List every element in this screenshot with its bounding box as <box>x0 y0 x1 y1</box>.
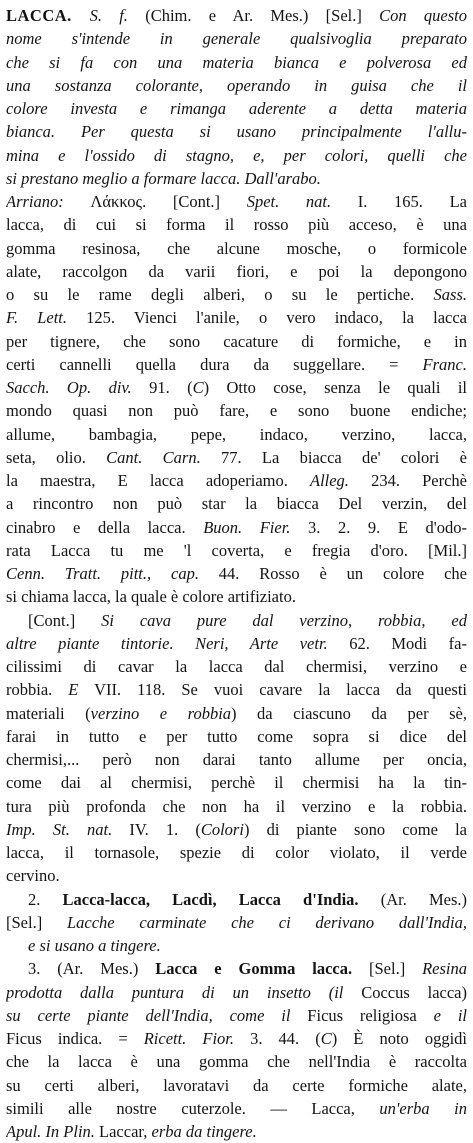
text-segment: prodotta dalla puntura di un insetto (il <box>6 982 344 1002</box>
text-segment: (Ar. Mes.) <box>358 889 467 909</box>
text-segment: Imp. St. nat. <box>6 819 113 839</box>
text-line <box>6 4 467 27</box>
text-segment: 77. La biacca de' colori è <box>200 447 467 467</box>
text-segment: si prestano meglio a formare lacca. Dall'arabo. <box>6 168 321 188</box>
text-segment: S. f. <box>89 6 128 25</box>
text-segment: Buon. Fier. <box>203 517 291 537</box>
text-line <box>6 51 467 74</box>
text-segment: 3. 2. 9. E d'odo- <box>290 517 467 537</box>
text-segment: robbia. <box>6 680 69 700</box>
text-segment: Ricett. Fior. <box>143 1029 235 1048</box>
text-segment: 234. Perchè <box>348 471 467 490</box>
text-segment: ) È noto oggidì <box>331 1029 467 1048</box>
text-line <box>6 632 467 655</box>
text-line <box>6 353 467 376</box>
text-segment: lacca, di cui si forma il rosso più acceso, è una <box>6 215 467 235</box>
text-line <box>6 469 467 492</box>
text-segment: a rincontro non può star la biacca Del verzin, del <box>6 494 467 514</box>
text-segment: ) Otto cose, senza le quali il <box>203 378 467 397</box>
text-segment: Ficus religiosa <box>290 1005 434 1025</box>
text-line <box>6 702 467 725</box>
text-segment: un'erba in <box>379 1098 467 1118</box>
text-line <box>6 841 467 864</box>
text-line <box>6 818 467 841</box>
text-segment: Sass. <box>433 285 467 304</box>
text-line <box>6 74 467 97</box>
text-line <box>6 330 467 353</box>
text-segment: Coccus lacca) <box>343 982 467 1002</box>
text-segment: e il <box>433 1005 467 1025</box>
text-segment: Lacche carminate che ci derivano dall'India, <box>66 912 467 932</box>
text-line <box>6 260 467 283</box>
text-segment: una sostanza colorante, operando in guisa che il <box>6 75 467 95</box>
text-segment: su certi alberi, lavoratavi da certe formiche alate, <box>6 1075 467 1095</box>
text-segment: cilissimi di cavar la lacca dal chermisi, verzino e <box>6 657 467 676</box>
text-line <box>6 1097 467 1120</box>
text-line <box>6 655 467 678</box>
text-line <box>6 446 467 469</box>
text-line <box>6 562 467 585</box>
text-segment: allume, bambagia, pepe, indaco, verzino, lacca, <box>6 424 467 444</box>
text-segment: Cant. Carn. <box>106 447 201 467</box>
text-segment: F. Lett. <box>6 308 68 328</box>
text-line <box>6 1074 467 1097</box>
text-line <box>6 120 467 143</box>
text-line <box>6 1050 467 1073</box>
text-segment: 2. <box>28 889 63 909</box>
text-segment: chermisi,... però non darai tanto allume per oncia, <box>6 750 467 769</box>
text-line <box>6 864 467 887</box>
text-line <box>6 748 467 771</box>
text-segment: Laccar, <box>94 1122 152 1141</box>
text-segment: lacca, il tornasole, spezie di color violato, il verde <box>6 843 467 862</box>
text-line <box>6 888 467 911</box>
text-segment: alate, raccolgon da varii fiori, e poi la depongono <box>6 261 467 281</box>
text-segment: LACCA. <box>6 6 90 25</box>
text-segment: Cenn. Tratt. pitt., cap. <box>6 564 199 583</box>
text-segment: VII. 118. Se vuoi cavare la lacca da questi <box>78 680 467 700</box>
text-segment: cervino. <box>6 866 60 886</box>
text-segment: 44. Rosso è un colore che <box>198 564 467 583</box>
text-segment: Si cava pure dal verzino, robbia, ed <box>101 610 467 630</box>
text-segment: cinabro e della lacca. <box>6 517 204 537</box>
text-segment: C <box>320 1029 332 1048</box>
text-line <box>6 167 467 190</box>
text-segment: 62. Modi fa- <box>327 633 467 653</box>
text-segment: seta, olio. <box>6 447 107 467</box>
text-segment: Con questo <box>379 6 467 25</box>
text-segment: Λάκκος. [Cont.] <box>63 192 247 211</box>
text-line <box>6 306 467 329</box>
text-segment: ) da ciascuno da per sè, <box>231 703 467 723</box>
text-segment: tura più profonda che non ha il verzino e la robbia. <box>6 796 467 816</box>
text-line <box>6 237 467 260</box>
text-segment: per tignere, che sono cacature di formiche, e in <box>6 331 467 351</box>
text-segment: Resina <box>422 959 467 979</box>
text-segment: Sacch. Op. div. <box>6 378 132 397</box>
text-line <box>6 957 467 980</box>
text-line <box>6 97 467 120</box>
text-segment: verzino e robbia <box>90 703 232 723</box>
text-line <box>6 213 467 236</box>
text-segment: 91. ( <box>131 378 193 397</box>
text-segment: C <box>192 378 204 397</box>
text-line <box>6 376 467 399</box>
text-segment: Spet. nat. <box>246 192 332 211</box>
text-segment: nome s'intende in generale qualsivoglia preparato <box>6 29 467 49</box>
dictionary-entry-lacca <box>6 4 467 1143</box>
text-segment: la maestra, E lacca adoperiamo. <box>6 471 310 490</box>
text-segment: 3. 44. ( <box>234 1029 321 1048</box>
text-segment: (Chim. e Ar. Mes.) [Sel.] <box>127 6 380 25</box>
text-line <box>6 934 467 957</box>
text-segment: 3. (Ar. Mes.) <box>28 959 156 979</box>
text-line <box>6 609 467 632</box>
text-line <box>6 27 467 50</box>
text-segment: [Sel.] <box>6 912 67 932</box>
text-segment: su certe piante dell'India, come il <box>6 1005 291 1025</box>
text-segment: o su le rame degli alberi, o su le pertiche. <box>6 285 434 304</box>
text-segment: mina e l'ossido di stagno, e, per colori, quelli che <box>6 145 467 165</box>
text-line <box>6 771 467 794</box>
text-segment: Colori <box>200 819 244 839</box>
text-segment: gomma resinosa, che alcune mosche, o formicole <box>6 238 467 258</box>
text-segment: che la lacca è una gomma che nell'India è raccolta <box>6 1052 467 1072</box>
text-line <box>6 516 467 539</box>
text-segment: colore investa e rimanga aderente a detta materia <box>6 99 467 118</box>
text-line <box>6 585 467 608</box>
text-line <box>6 539 467 562</box>
text-segment: farai in tutto e per tutto come sopra si dice del <box>6 726 467 746</box>
text-line <box>6 725 467 748</box>
text-line <box>6 399 467 422</box>
text-line <box>6 423 467 446</box>
text-segment: Lacca e Gomma lacca. <box>155 959 353 979</box>
text-segment: Franc. <box>422 354 467 374</box>
text-segment: come dai al chermisi, perchè il chermisi ha la tin- <box>6 773 467 793</box>
text-line <box>6 190 467 213</box>
text-segment: mondo quasi non può fare, e sono buone endiche; <box>6 401 467 421</box>
text-line <box>6 492 467 515</box>
text-segment: ) di piante sono come la <box>243 819 467 839</box>
text-line <box>6 1004 467 1027</box>
text-segment: Ficus indica. = <box>6 1029 144 1048</box>
text-line <box>6 678 467 701</box>
text-line <box>6 144 467 167</box>
text-segment: bianca. Per questa si usano principalmente l'allu- <box>6 122 467 142</box>
text-segment: altre piante tintorie. Neri, Arte vetr. <box>6 633 328 653</box>
text-segment: IV. 1. ( <box>112 819 201 839</box>
text-segment: Alleg. <box>309 471 349 490</box>
text-line <box>6 795 467 818</box>
text-segment: e si usano a tingere. <box>28 936 161 955</box>
text-segment: [Cont.] <box>28 610 102 630</box>
text-segment: si chiama lacca, la quale è colore artifiziato. <box>6 587 296 607</box>
text-line <box>6 911 467 934</box>
text-segment: erba da tingere. <box>151 1122 257 1141</box>
text-segment: certi cannelli quella dura da suggellare. = <box>6 354 423 374</box>
text-line <box>6 1120 467 1143</box>
text-segment: Apul. In Plin. <box>6 1122 95 1141</box>
text-segment: E <box>68 680 79 700</box>
text-segment: materiali ( <box>6 703 91 723</box>
text-segment: [Sel.] <box>352 959 423 979</box>
text-segment: simili alle nostre cuterzole. — Lacca, <box>6 1098 380 1118</box>
text-segment: 125. Vienci l'anile, o vero indaco, la lacca <box>67 308 467 328</box>
text-segment: rata Lacca tu me 'l coverta, e fregia d'oro. [Mil.] <box>6 540 467 560</box>
text-segment: I. 165. La <box>331 192 467 211</box>
text-segment: che si fa con una materia bianca e polverosa ed <box>6 52 467 72</box>
text-segment: Lacca-lacca, Lacdì, Lacca d'India. <box>62 889 359 909</box>
text-line <box>6 283 467 306</box>
text-line <box>6 981 467 1004</box>
text-segment: Arriano: <box>6 192 64 211</box>
